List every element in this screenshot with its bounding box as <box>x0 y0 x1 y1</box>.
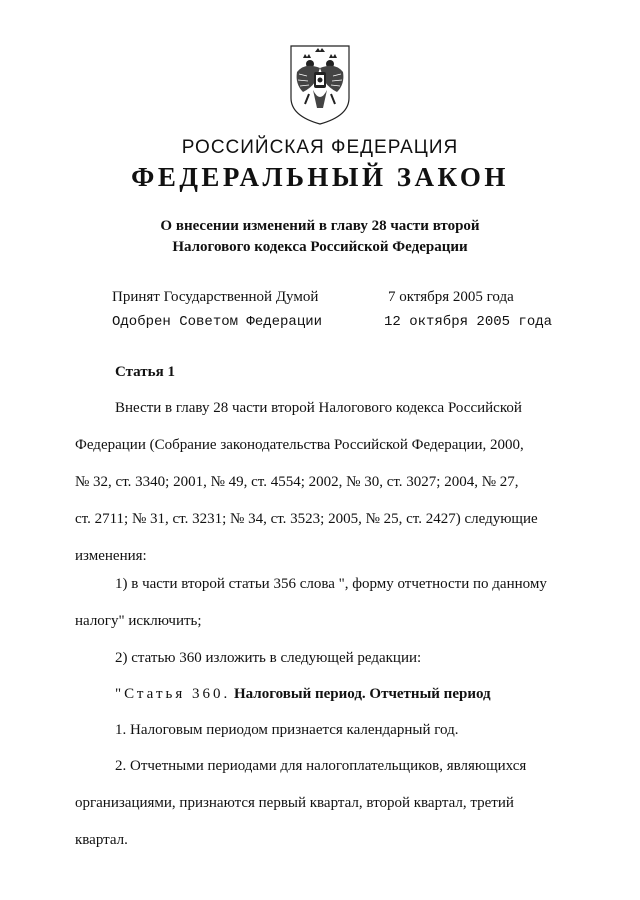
intro-line-4: ст. 2711; № 31, ст. 3231; № 34, ст. 3523; 2005, № 25, ст. 2427) следующие <box>75 511 538 527</box>
stat360-p2-line-2: организациями, признаются первый квартал, второй квартал, третий <box>75 795 514 811</box>
item-1-line-2: налогу" исключить; <box>75 613 202 629</box>
country-name: РОССИЙСКАЯ ФЕДЕРАЦИЯ <box>181 137 459 158</box>
adopted-label: Принят Государственной Думой <box>112 289 319 305</box>
stat360-paragraph-1: 1. Налоговым периодом признается календарный год. <box>115 722 459 738</box>
item-1-line-1: 1) в части второй статьи 356 слова ", форму отчетности по данному <box>115 576 547 592</box>
law-title-line-1: О внесении изменений в главу 28 части второй <box>160 218 480 234</box>
intro-line-1: Внести в главу 28 части второй Налогового кодекса Российской <box>115 400 522 416</box>
intro-line-2: Федерации (Собрание законодательства Российской Федерации, 2000, <box>75 437 524 453</box>
law-title <box>0 216 640 258</box>
stat360-p2-line-3: квартал. <box>75 832 128 848</box>
law-title-line-2: Налогового кодекса Российской Федерации <box>172 239 468 255</box>
article-heading: Статья 1 <box>115 364 175 380</box>
item-2-line: 2) статью 360 изложить в следующей редакции: <box>115 650 422 666</box>
stat360-p2-line-1: 2. Отчетными периодами для налогоплательщиков, являющихся <box>115 758 527 774</box>
item-2-paragraph <box>75 640 558 677</box>
item-1-paragraph <box>75 566 558 640</box>
approved-date: 12 октября 2005 года <box>384 314 553 330</box>
stat360-prefix: "Статья 360. <box>115 686 231 702</box>
intro-paragraph <box>75 390 558 575</box>
stat360-paragraph-2 <box>75 748 558 859</box>
coat-of-arms-icon <box>285 38 355 126</box>
intro-line-3: № 32, ст. 3340; 2001, № 49, ст. 4554; 2002, № 30, ст. 3027; 2004, № 27, <box>75 474 519 490</box>
intro-line-5: изменения: <box>75 548 147 564</box>
approved-label: Одобрен Советом Федерации <box>112 314 323 330</box>
law-type: ФЕДЕРАЛЬНЫЙ ЗАКОН <box>131 162 509 192</box>
stat360-title: Налоговый период. Отчетный период <box>233 686 491 702</box>
adopted-date: 7 октября 2005 года <box>388 289 514 305</box>
stat360-heading <box>75 676 558 713</box>
